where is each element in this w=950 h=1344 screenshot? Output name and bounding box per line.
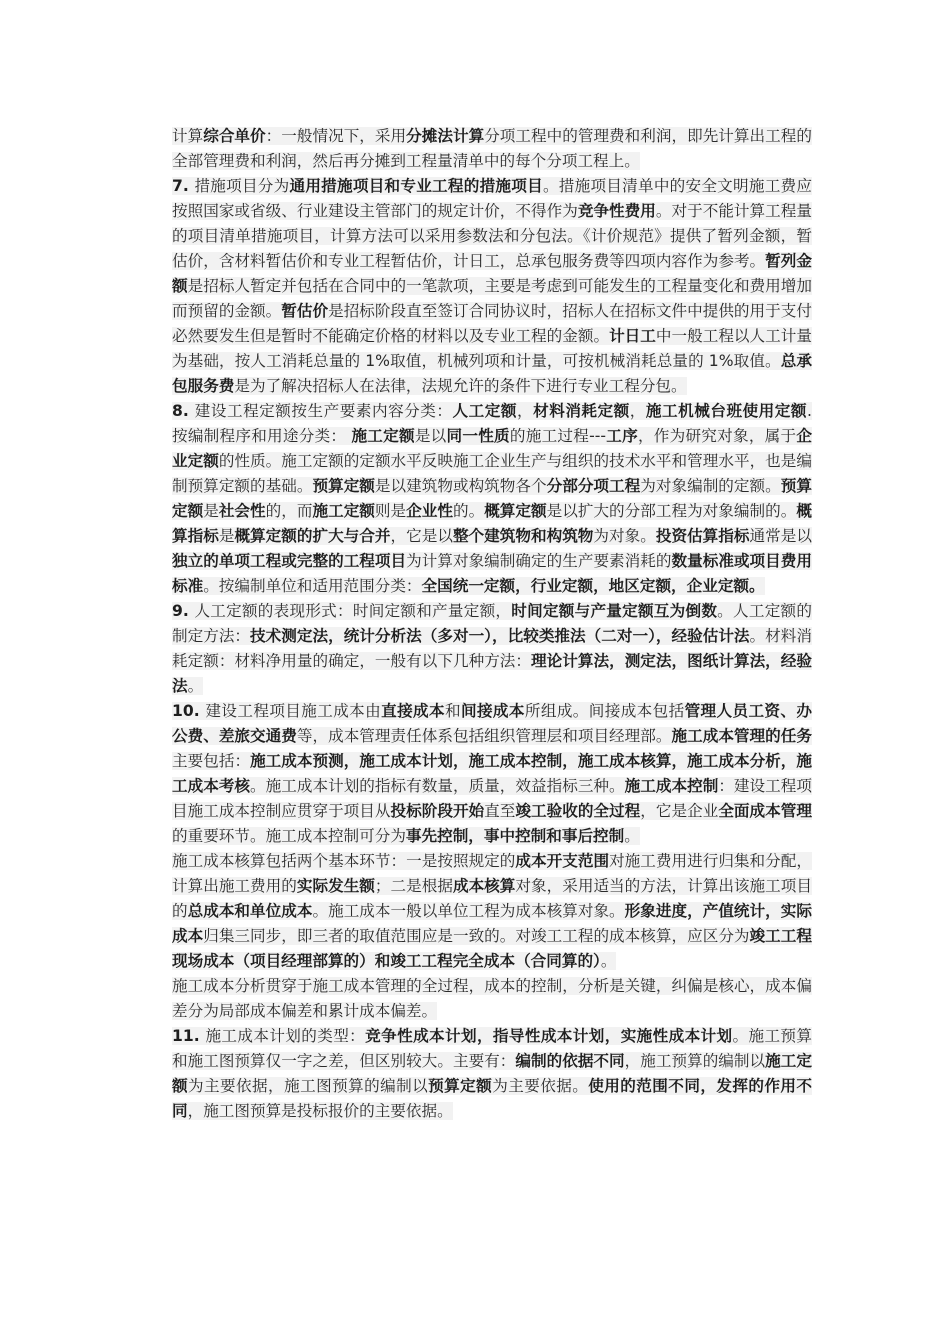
bold-term: 8. [172, 402, 195, 420]
bold-term: 人工定额 [452, 402, 517, 420]
text-run: ；二是根据 [374, 877, 453, 895]
bold-term: 投标阶段开始 [390, 802, 485, 820]
text-run: 归集三同步，即三者的取值范围应是一致的。对竣工工程的成本核算，应区分为 [203, 927, 750, 945]
bold-term: 综合单价 [203, 127, 266, 145]
text-run: 是招标阶段直至签订合同协议时，招标人在招标文件中提供的用于支付必然要发生但是暂时不能确定价格的材料以及专业工程的金额。 [172, 302, 812, 345]
bold-term: 编制的依据不同 [515, 1052, 625, 1070]
paragraph-3 [172, 399, 812, 599]
text-run: 。 [187, 677, 204, 695]
text-run: 直至 [484, 802, 516, 820]
text-run: 。人工定额的制定方法： [172, 602, 812, 645]
paragraph-text [172, 702, 812, 845]
text-run: 为计算对象编制确定的生产要素消耗的 [406, 552, 672, 570]
bold-term: 间接成本 [460, 702, 525, 720]
bold-term: 概算定额的扩大与合并 [234, 527, 391, 545]
bold-term: 施工定额 [351, 427, 415, 445]
bold-term: 形象进度，产值统计，实际成本 [172, 902, 812, 945]
text-run: 对施工费用进行归集和分配，计算出施工费用的 [172, 852, 812, 895]
text-run: 通常是以 [749, 527, 812, 545]
bold-term: 施工成本管理的任务 [671, 727, 812, 745]
bold-term: 成本开支范围 [515, 852, 610, 870]
paragraph-5 [172, 699, 812, 849]
text-run: 的施工过程--- [509, 427, 606, 445]
text-run: 是以扩大的分部工程为对象编制的。 [546, 502, 797, 520]
text-run: 。材料消耗定额：材料净用量的确定，一般有以下几种方法： [172, 627, 812, 670]
bold-term: 11. [172, 1027, 206, 1045]
paragraph-text [172, 852, 812, 970]
bold-term: 总成本和单位成本 [187, 902, 313, 920]
bold-term: 施工定额 [312, 502, 375, 520]
bold-term: 竣工验收的全过程 [515, 802, 641, 820]
bold-term: 7. [172, 177, 195, 195]
text-run: ，它是以 [390, 527, 453, 545]
text-run: 计算 [172, 127, 204, 145]
text-run: 的重要环节。施工成本控制可分为 [172, 827, 406, 845]
bold-term: 暂估价 [281, 302, 329, 320]
text-run: 等，成本管理责任体系包括组织管理层和项目经理部。 [296, 727, 672, 745]
bold-term: 同一性质 [446, 427, 510, 445]
bold-term: 概算指标 [172, 502, 812, 545]
paragraph-2 [172, 174, 812, 399]
bold-term: 成本核算 [452, 877, 516, 895]
bold-term: 预算定额 [428, 1077, 493, 1095]
text-run: 是招标人暂定并包括在合同中的一笔款项，主要是考虑到可能发生的工程量变化和费用增加而预留的金额。 [172, 277, 812, 320]
bold-term: 施工机械台班使用定额 [645, 402, 808, 420]
bold-term: 预算定额 [312, 477, 375, 495]
bold-term: 9. [172, 602, 195, 620]
text-run: 措施项目分为 [194, 177, 290, 195]
bold-term: 全国统一定额，行业定额，地区定额，企业定额。 [421, 577, 765, 595]
text-run: 主要包括： [172, 752, 251, 770]
text-run: 所组成。间接成本包括 [524, 702, 685, 720]
paragraph-8 [172, 1024, 812, 1124]
bold-term: 时间定额与产量定额互为倒数 [511, 602, 718, 620]
bold-term: 施工成本预测，施工成本计划，施工成本控制，施工成本核算，施工成本分析，施工成本考核 [172, 752, 812, 795]
text-run: 。施工预算和施工图预算仅一字之差，但区别较大。主要有： [172, 1027, 812, 1070]
text-run: 施工成本核算包括两个基本环节：一是按照规定的 [172, 852, 516, 870]
paragraph-text [172, 402, 812, 595]
text-run: 。 [624, 827, 640, 845]
text-run: ， [629, 402, 646, 420]
text-run: . 按编制程序和用途分类： [172, 402, 812, 445]
bold-term: 社会性 [218, 502, 266, 520]
bold-term: 竣工工程现场成本（项目经理部算的）和竣工工程完全成本（合同算的） [172, 927, 812, 970]
text-run: 为主要依据，施工图预算的编制以 [188, 1077, 429, 1095]
text-run: 。对于不能计算工程量的项目清单措施项目，计算方法可以采用参数法和分包法。《计价规范》提供了暂列金额，暂估价，含材料暂估价和专业工程暂估价，计日工，总承包服务费等四项内容作为参考。 [172, 202, 812, 270]
bold-term: 计日工 [609, 327, 656, 345]
bold-term: 施工成本控制 [624, 777, 719, 795]
bold-term: 分摊法计算 [406, 127, 485, 145]
paragraph-text [172, 177, 812, 395]
bold-term: 分部分项工程 [546, 477, 641, 495]
paragraph-text [172, 602, 812, 695]
bold-term: 通用措施项目和专业工程的措施项目 [289, 177, 543, 195]
text-run: 和 [445, 702, 461, 720]
text-run: ：建设工程项目施工成本控制应贯穿于项目从 [172, 777, 812, 820]
text-run: 。 [600, 952, 617, 970]
bold-term: 管理人员工资、办公费、差旅交通费 [172, 702, 812, 745]
text-run: 是 [203, 502, 219, 520]
text-run: 施工成本计划的类型： [205, 1027, 366, 1045]
text-run: ，施工预算的编制以 [624, 1052, 766, 1070]
text-run: 施工成本分析贯穿于施工成本管理的全过程，成本的控制，分析是关键，纠偏是核心，成本偏差分为局部成本偏差和累计成本偏差。 [172, 977, 812, 1020]
text-run: 为对象编制的定额。 [640, 477, 781, 495]
bold-term: 事先控制，事中控制和事后控制 [405, 827, 625, 845]
bold-term: 竞争性成本计划，指导性成本计划，实施性成本计划 [365, 1027, 733, 1045]
bold-term: 技术测定法，统计分析法（多对一），比较类推法（二对一），经验估计法 [250, 627, 750, 645]
bold-term: 投资估算指标 [655, 527, 750, 545]
paragraph-text [172, 977, 812, 1020]
text-run: 分项工程中的管理费和利润，即先计算出工程的全部管理费和利润，然后再分摊到工程量清单中的每个分项工程上。 [172, 127, 812, 170]
bold-term: 独立的单项工程或完整的工程项目 [172, 552, 407, 570]
text-run: 建设工程项目施工成本由 [205, 702, 382, 720]
text-run: 。措施项目清单中的安全文明施工费应按照国家或省级、行业建设主管部门的规定计价，不得作为 [172, 177, 812, 220]
text-run: 。按编制单位和适用范围分类： [203, 577, 422, 595]
text-run: 的，而 [265, 502, 313, 520]
text-run: 人工定额的表现形式：时间定额和产量定额， [194, 602, 512, 620]
text-run: ， [516, 402, 534, 420]
bold-term: 概算定额 [484, 502, 547, 520]
text-run: 为对象。 [593, 527, 656, 545]
bold-term: 整个建筑物和构筑物 [452, 527, 594, 545]
bold-term: 工序 [606, 427, 638, 445]
text-run: 为主要依据。 [492, 1077, 589, 1095]
text-run: 则是 [374, 502, 407, 520]
bold-term: 材料消耗定额 [533, 402, 630, 420]
bold-term: 全面成本管理 [718, 802, 812, 820]
text-run: 。施工成本一般以单位工程为成本核算对象。 [312, 902, 625, 920]
bold-term: 直接成本 [381, 702, 445, 720]
bold-term: 暂列金额 [172, 252, 812, 295]
text-run: 的性质。施工定额的定额水平反映施工企业生产与组织的技术水平和管理水平，也是编制预算定额的基础。 [172, 452, 812, 495]
bold-term: 使用的范围不同，发挥的作用不同 [172, 1077, 812, 1120]
text-run: 中一般工程以人工计量为基础，按人工消耗总量的 1%取值，机械列项和计量，可按机械消耗总量的 1%取值。 [172, 327, 812, 370]
text-run: ：一般情况下，采用 [265, 127, 407, 145]
text-run: ，施工图预算是投标报价的主要依据。 [187, 1102, 453, 1120]
paragraph-4 [172, 599, 812, 699]
bold-term: 理论计算法，测定法，图纸计算法，经验法 [172, 652, 812, 695]
text-run: 建设工程定额按生产要素内容分类： [194, 402, 453, 420]
text-run: 是 [218, 527, 235, 545]
text-run: 是以建筑物或构筑物各个 [374, 477, 547, 495]
paragraph-1 [172, 124, 812, 174]
text-run: 是以 [414, 427, 447, 445]
text-run: 。施工成本计划的指标有数量，质量，效益指标三种。 [250, 777, 625, 795]
bold-term: 企业性 [406, 502, 453, 520]
bold-term: 数量标准或项目费用标准 [172, 552, 812, 595]
text-run: 是为了解决招标人在法律，法规允许的条件下进行专业工程分包。 [234, 377, 687, 395]
bold-term: 总承包服务费 [172, 352, 812, 395]
text-run: 对象，采用适当的方法，计算出该施工项目的 [172, 877, 812, 920]
text-run: 的。 [452, 502, 485, 520]
text-run: ，作为研究对象，属于 [637, 427, 797, 445]
bold-term: 10. [172, 702, 206, 720]
bold-term: 企业定额 [172, 427, 812, 470]
paragraph-6 [172, 849, 812, 974]
bold-term: 竞争性费用 [577, 202, 656, 220]
document-body [172, 124, 812, 1124]
bold-term: 施工定额 [172, 1052, 812, 1095]
text-run: ，它是企业 [640, 802, 719, 820]
paragraph-text [172, 127, 812, 170]
bold-term: 预算定额 [172, 477, 812, 520]
bold-term: 实际发生额 [296, 877, 375, 895]
paragraph-7 [172, 974, 812, 1024]
paragraph-text [172, 1027, 812, 1120]
